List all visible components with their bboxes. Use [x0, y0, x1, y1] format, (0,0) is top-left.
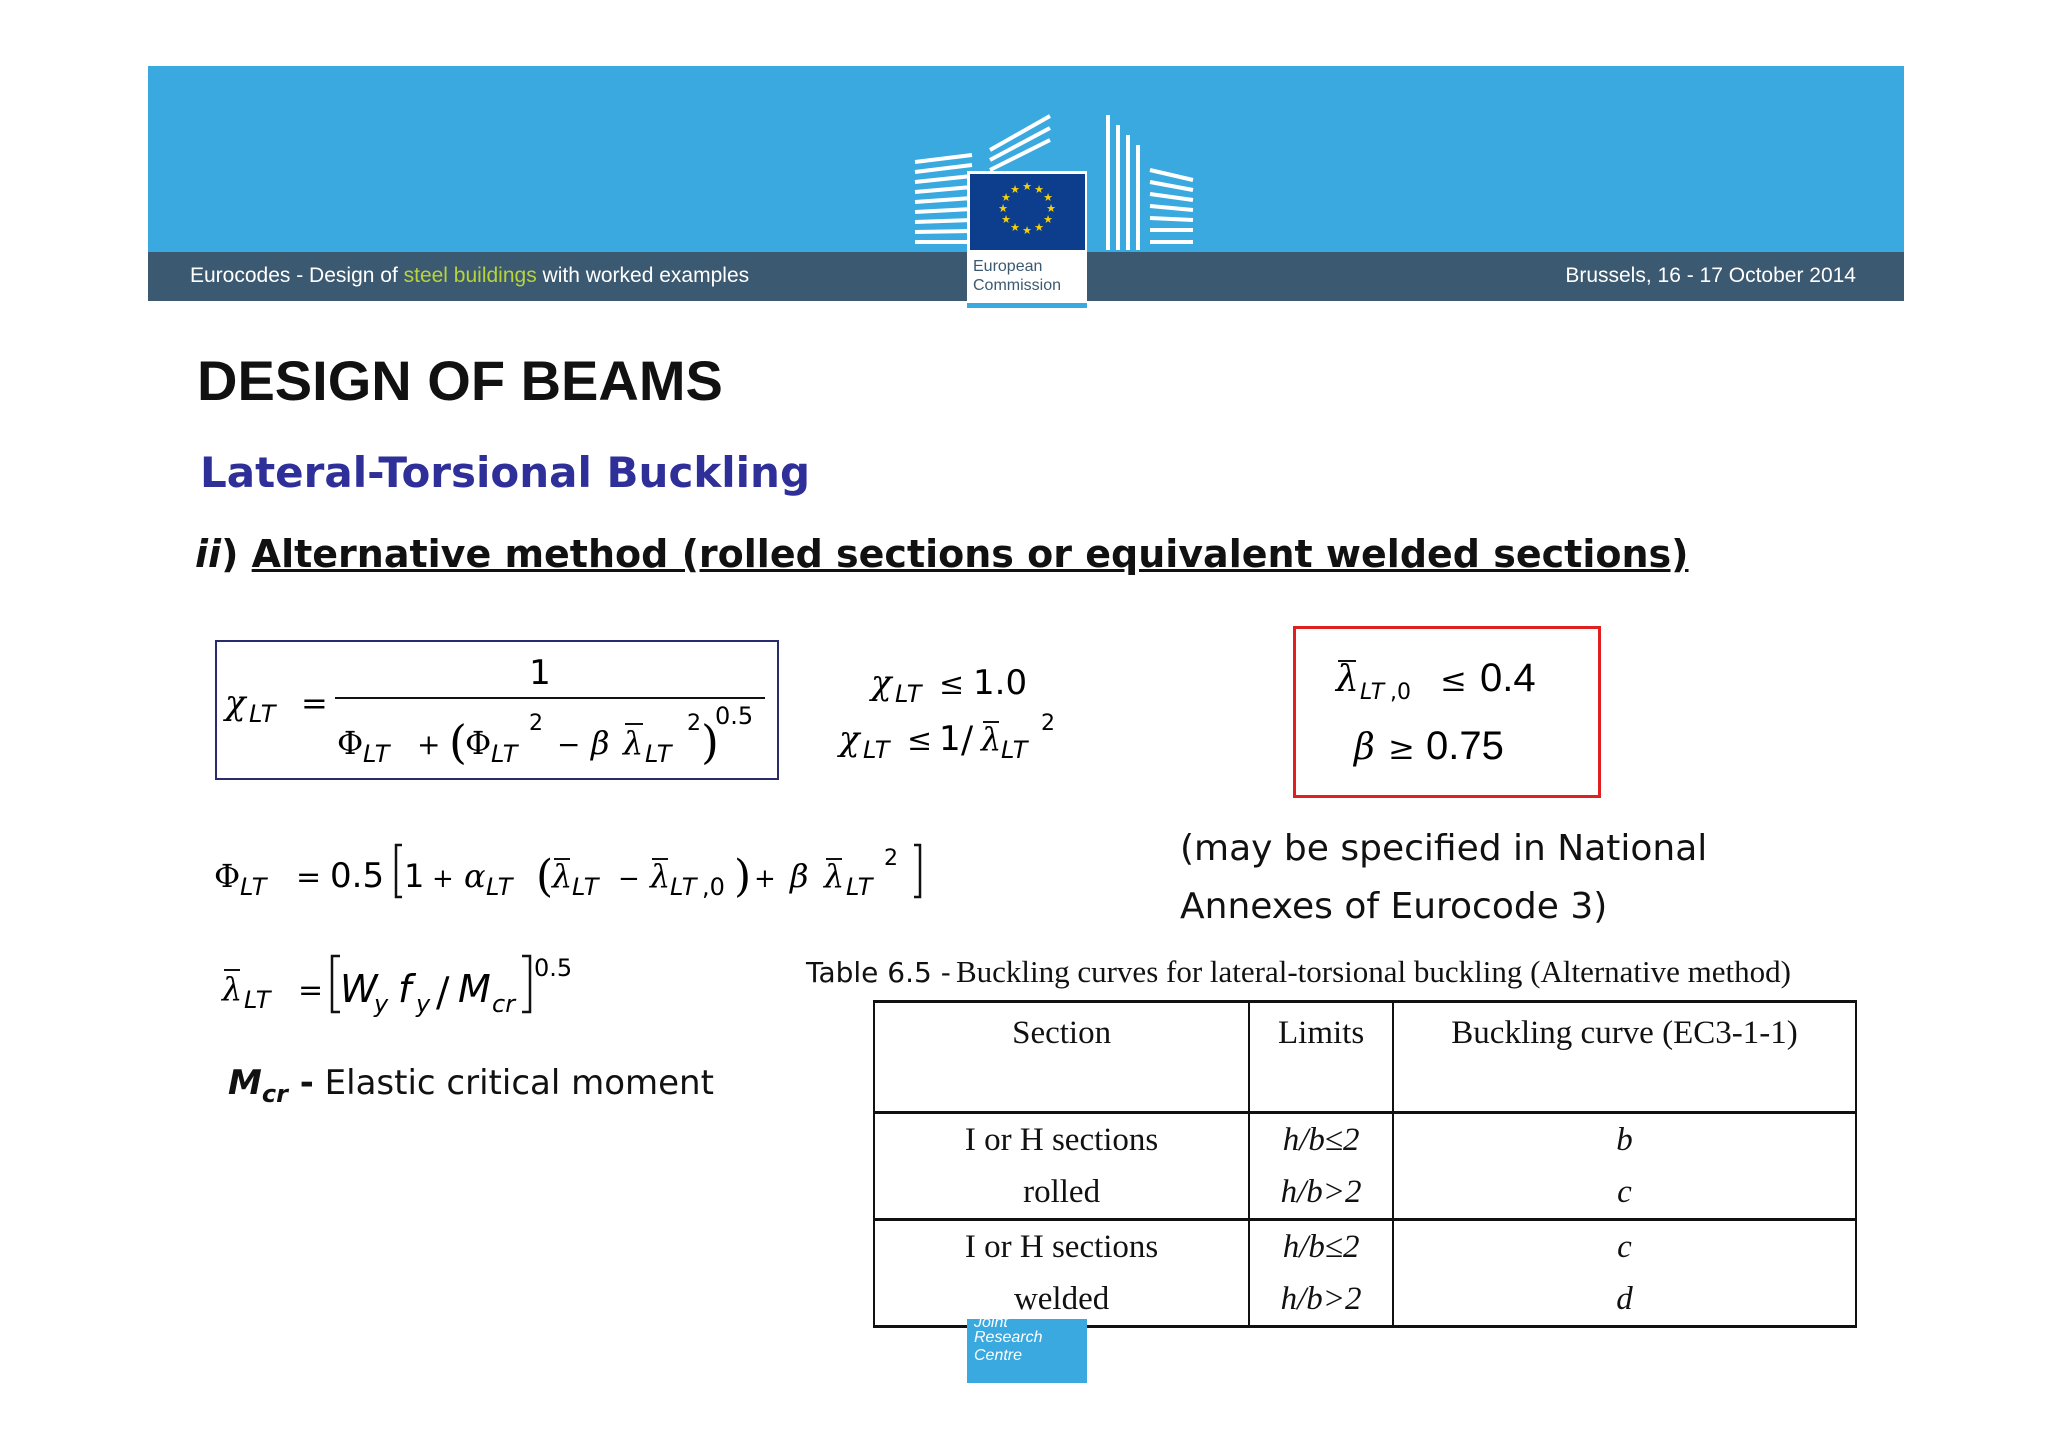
table-row: [874, 1220, 1856, 1274]
jrc-logo-text: Joint Research Centre: [974, 1314, 1043, 1364]
lambda-slash: /: [436, 970, 450, 1016]
header-limits: Limits: [1249, 1002, 1393, 1113]
lambda-equals: =: [298, 973, 324, 1008]
lhs-lambda-sub: LT: [244, 986, 271, 1014]
bracket-close: [914, 845, 920, 897]
limit1-rel: ≤: [939, 667, 965, 702]
svg-text:★: ★: [1001, 191, 1011, 204]
paren-close: ): [701, 715, 719, 769]
national-annex-note: (may be specified in National Annexes of Eurocode 3): [1180, 828, 1708, 927]
limit2-one: 1: [939, 719, 961, 759]
param-rel-1: ≤: [1440, 661, 1467, 699]
lambda-lt-formula: [212, 948, 592, 1028]
table-row: [874, 1113, 1856, 1167]
exponent-2: 2: [529, 711, 543, 736]
svg-text:★: ★: [1043, 191, 1053, 204]
curve-cell: c: [1393, 1220, 1856, 1274]
phi-symbol: Φ: [337, 724, 364, 762]
mcr-definition: $M_{cr}$ - Elastic critical moment: [228, 1063, 714, 1108]
limit1-chi: χ: [871, 663, 892, 703]
param-lambda: λ: [1336, 659, 1359, 700]
table-row: [874, 1166, 1856, 1220]
limit1-sub: LT: [895, 680, 922, 708]
phi-lambda: λ: [552, 857, 573, 895]
limit-cell: h/b≤2: [1249, 1220, 1393, 1274]
section-cell: I or H sections: [874, 1113, 1249, 1167]
chi-limits: [835, 650, 1070, 770]
section-subtitle: Lateral-Torsional Buckling: [200, 448, 811, 497]
phi-lhs: Φ: [214, 857, 241, 895]
m-subscript: cr: [492, 990, 516, 1018]
phi-factor: 0.5: [330, 856, 385, 896]
method-heading: ii) Alternative method (rolled sections or equivalent welded sections): [195, 532, 1689, 576]
paren-open: (: [449, 715, 467, 769]
phi-plus-2: +: [754, 864, 776, 894]
phi-lambda-sub: LT: [572, 873, 599, 901]
bracket-open: [396, 845, 402, 897]
limit1-value: 1.0: [973, 663, 1028, 703]
phi-lt-formula: [210, 835, 930, 915]
minus-sign: −: [557, 728, 581, 761]
lhs-lambda: λ: [222, 970, 243, 1008]
commission-logo-text: European Commission: [973, 258, 1062, 294]
lambda-exponent: 0.5: [534, 954, 573, 982]
limit2-chi: χ: [839, 719, 860, 759]
method-heading-text: Alternative method (rolled sections or equivalent welded sections): [251, 532, 1689, 576]
limit-cell: h/b≤2: [1249, 1113, 1393, 1167]
header-section: Section: [874, 1002, 1249, 1113]
event-title-highlight: steel buildings: [403, 264, 537, 287]
limit2-rel: ≤: [907, 723, 933, 758]
svg-text:★: ★: [1010, 183, 1020, 196]
sq-bracket-open: [332, 956, 340, 1012]
f-symbol: f: [398, 967, 412, 1011]
svg-text:★: ★: [1010, 221, 1020, 234]
eu-flag-icon: [970, 174, 1085, 250]
event-title: Eurocodes - Design of steel buildings with worked examples: [190, 264, 750, 287]
phi-lambda2: λ: [824, 857, 845, 895]
phi-lambda0: λ: [650, 857, 671, 895]
section-cell: I or H sections: [874, 1220, 1249, 1274]
limit2-exponent: 2: [1041, 711, 1055, 736]
svg-text:★: ★: [998, 202, 1008, 215]
phi-subscript: LT: [363, 740, 390, 768]
exponent-half: 0.5: [715, 702, 754, 730]
alpha-subscript: LT: [486, 873, 513, 901]
param-value-1: 0.4: [1480, 656, 1536, 700]
phi-minus: −: [618, 864, 640, 894]
section-cell: welded: [874, 1273, 1249, 1327]
svg-text:★: ★: [1046, 202, 1056, 215]
w-symbol: W: [340, 967, 378, 1011]
svg-text:★: ★: [1043, 213, 1053, 226]
buckling-curves-table: [873, 1000, 1857, 1328]
page-title: DESIGN OF BEAMS: [197, 349, 723, 412]
param-value-2: 0.75: [1426, 724, 1504, 768]
chi-lt-formula: [217, 642, 773, 774]
param-beta: β: [1354, 727, 1375, 768]
phi-beta: β: [790, 857, 809, 895]
phi-one: 1: [404, 857, 425, 895]
curve-cell: d: [1393, 1273, 1856, 1327]
svg-text:★: ★: [1034, 183, 1044, 196]
w-subscript: y: [374, 990, 389, 1018]
param-lambda-sub: LT: [1360, 680, 1385, 705]
phi-lambda0-sub: LT: [670, 873, 697, 901]
svg-text:★: ★: [1001, 213, 1011, 226]
section-cell: rolled: [874, 1166, 1249, 1220]
plus-sign: +: [417, 728, 441, 761]
svg-text:★: ★: [1022, 180, 1032, 193]
curve-cell: b: [1393, 1113, 1856, 1167]
phi-exponent: 2: [884, 846, 898, 871]
limit-cell: h/b>2: [1249, 1166, 1393, 1220]
parameter-values: [1296, 629, 1592, 789]
param-rel-2: ≥: [1388, 729, 1415, 767]
logo-underline: [967, 303, 1087, 308]
curve-cell: c: [1393, 1166, 1856, 1220]
table-caption: Table 6.5 - Buckling curves for lateral-torsional buckling (Alternative method): [806, 954, 1791, 989]
chi-subscript: LT: [249, 700, 276, 728]
equals-sign: =: [301, 684, 328, 722]
svg-text:★: ★: [1034, 221, 1044, 234]
m-symbol: M: [458, 967, 491, 1011]
f-subscript: y: [416, 990, 431, 1018]
paren-close-2: ): [734, 851, 752, 902]
limit2-lambda: λ: [981, 720, 1002, 758]
limit2-slash: /: [961, 720, 974, 761]
paren-open-2: (: [536, 851, 554, 902]
phi-lambda2-sub: LT: [846, 873, 873, 901]
beta-symbol: β: [591, 724, 610, 762]
event-date: Brussels, 16 - 17 October 2014: [1565, 264, 1856, 287]
phi-lhs-sub: LT: [240, 873, 267, 901]
lambda-subscript: LT: [645, 740, 672, 768]
exponent-lambda: 2: [687, 711, 701, 736]
phi-equals: =: [296, 860, 322, 895]
limit2-lambda-sub: LT: [1001, 736, 1028, 764]
alpha-symbol: α: [464, 857, 486, 895]
lambda-symbol: λ: [623, 724, 644, 762]
limit-cell: h/b>2: [1249, 1273, 1393, 1327]
numerator: 1: [529, 653, 551, 693]
limit2-sub: LT: [863, 736, 890, 764]
phi-subscript-2: LT: [491, 740, 518, 768]
phi-plus-1: +: [432, 864, 454, 894]
sq-bracket-close: [522, 956, 530, 1012]
phi-lambda0-sub2: ,0: [702, 873, 725, 901]
table-title: Buckling curves for lateral-torsional buckling (Alternative method): [955, 954, 1791, 989]
param-lambda-sub2: ,0: [1390, 680, 1411, 705]
header-curve: Buckling curve (EC3-1-1): [1393, 1002, 1856, 1113]
phi-symbol-2: Φ: [465, 724, 492, 762]
chi-symbol: χ: [225, 683, 246, 723]
svg-text:★: ★: [1022, 224, 1032, 237]
